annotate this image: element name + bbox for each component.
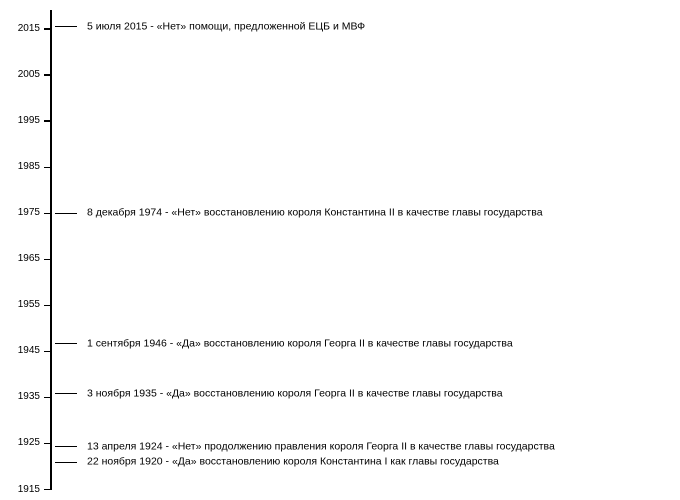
event-label: 8 декабря 1974 - «Нет» восстановлению короля Константина II в качестве главы государства [87,206,543,219]
timeline-axis [50,10,52,490]
axis-tick-mark [44,74,51,75]
event-leader-line [55,26,77,27]
event-leader-line [55,446,77,447]
axis-tick-mark [44,213,51,214]
event-label: 13 апреля 1924 - «Нет» продолжению правления короля Георга II в качестве главы государства [87,440,555,453]
axis-tick-label: 1935 [17,391,40,403]
axis-tick-label: 1955 [17,299,40,311]
event-leader-line [55,213,77,214]
axis-tick-label: 1965 [17,253,40,265]
axis-tick-label: 1915 [17,483,40,495]
event-leader-line [55,393,77,394]
axis-tick-mark [44,167,51,168]
axis-tick-mark [44,489,51,490]
axis-tick-mark [44,259,51,260]
axis-tick-label: 1995 [17,115,40,127]
axis-tick-label: 1975 [17,207,40,219]
axis-tick-label: 2015 [17,23,40,34]
axis-tick-label: 2005 [17,69,40,81]
axis-tick-mark [44,443,51,444]
event-leader-line [55,343,77,344]
axis-tick-mark [44,397,51,398]
axis-tick-mark [44,305,51,306]
axis-tick-mark [44,120,51,121]
axis-tick-mark [44,351,51,352]
event-label: 1 сентября 1946 - «Да» восстановлению короля Георга II в качестве главы государства [87,337,513,350]
axis-tick-label: 1945 [17,345,40,357]
event-label: 3 ноября 1935 - «Да» восстановлению короля Георга II в качестве главы государства [87,387,503,400]
axis-tick-label: 1925 [17,437,40,449]
event-leader-line [55,462,77,463]
axis-tick-mark [44,28,51,29]
event-label: 22 ноября 1920 - «Да» восстановлению короля Константина I как главы государства [87,455,499,468]
axis-tick-label: 1985 [17,161,40,173]
event-label: 5 июля 2015 - «Нет» помощи, предложенной ЕЦБ и МВФ [87,20,366,33]
